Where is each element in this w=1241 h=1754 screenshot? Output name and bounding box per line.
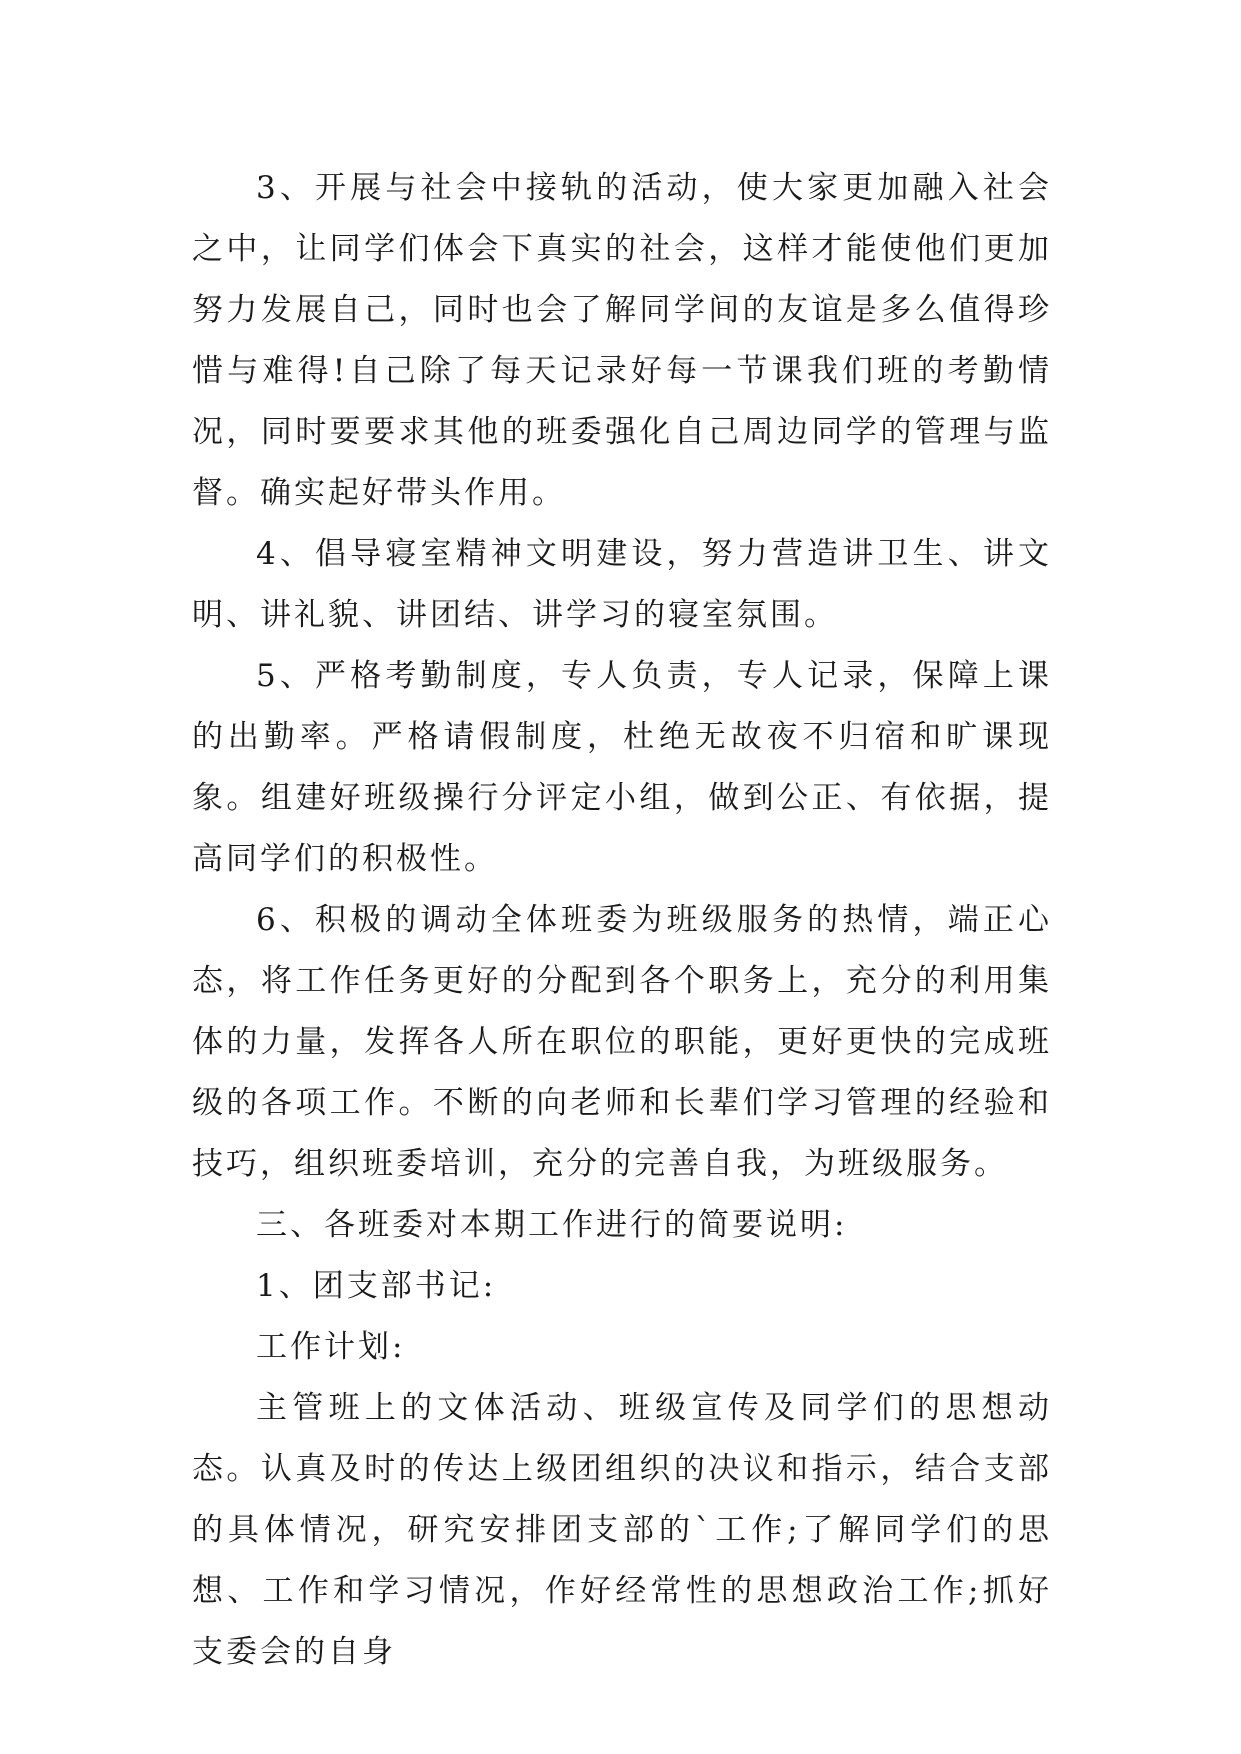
paragraph-item-4: 4、倡导寝室精神文明建设，努力营造讲卫生、讲文明、讲礼貌、讲团结、讲学习的寝室氛围。: [192, 536, 1052, 633]
paragraph-item-6: 6、积极的调动全体班委为班级服务的热情，端正心态，将工作任务更好的分配到各个职务上，充分的利用集体的力量，发挥各人所在职位的职能，更好更快的完成班级的各项工作。不断的向老师和长辈们学习管理的经验和技巧，组织班委培训，充分的完善自我，为班级服务。: [192, 902, 1052, 1182]
section-heading-three: 三、各班委对本期工作进行的简要说明:: [256, 1207, 848, 1243]
paragraph-item-3: 3、开展与社会中接轨的活动，使大家更加融入社会之中，让同学们体会下真实的社会，这样才能使他们更加努力发展自己，同时也会了解同学间的友谊是多么值得珍惜与难得!自己除了每天记录好每一节课我们班的考勤情况，同时要要求其他的班委强化自己周边同学的管理与监督。确实起好带头作用。: [192, 170, 1052, 511]
subheading-work-plan: 工作计划:: [256, 1329, 406, 1365]
paragraph-secretary-duties: 主管班上的文体活动、班级宣传及同学们的思想动态。认真及时的传达上级团组织的决议和指示，结合支部的具体情况，研究安排团支部的`工作;了解同学们的思想、工作和学习情况，作好经常性的思想政治工作;抓好支委会的自身: [192, 1390, 1052, 1670]
subheading-league-secretary: 1、团支部书记:: [256, 1268, 497, 1304]
paragraph-item-5: 5、严格考勤制度，专人负责，专人记录，保障上课的出勤率。严格请假制度，杜绝无故夜不归宿和旷课现象。组建好班级操行分评定小组，做到公正、有依据，提高同学们的积极性。: [192, 658, 1052, 877]
document-body: [192, 158, 1052, 1683]
